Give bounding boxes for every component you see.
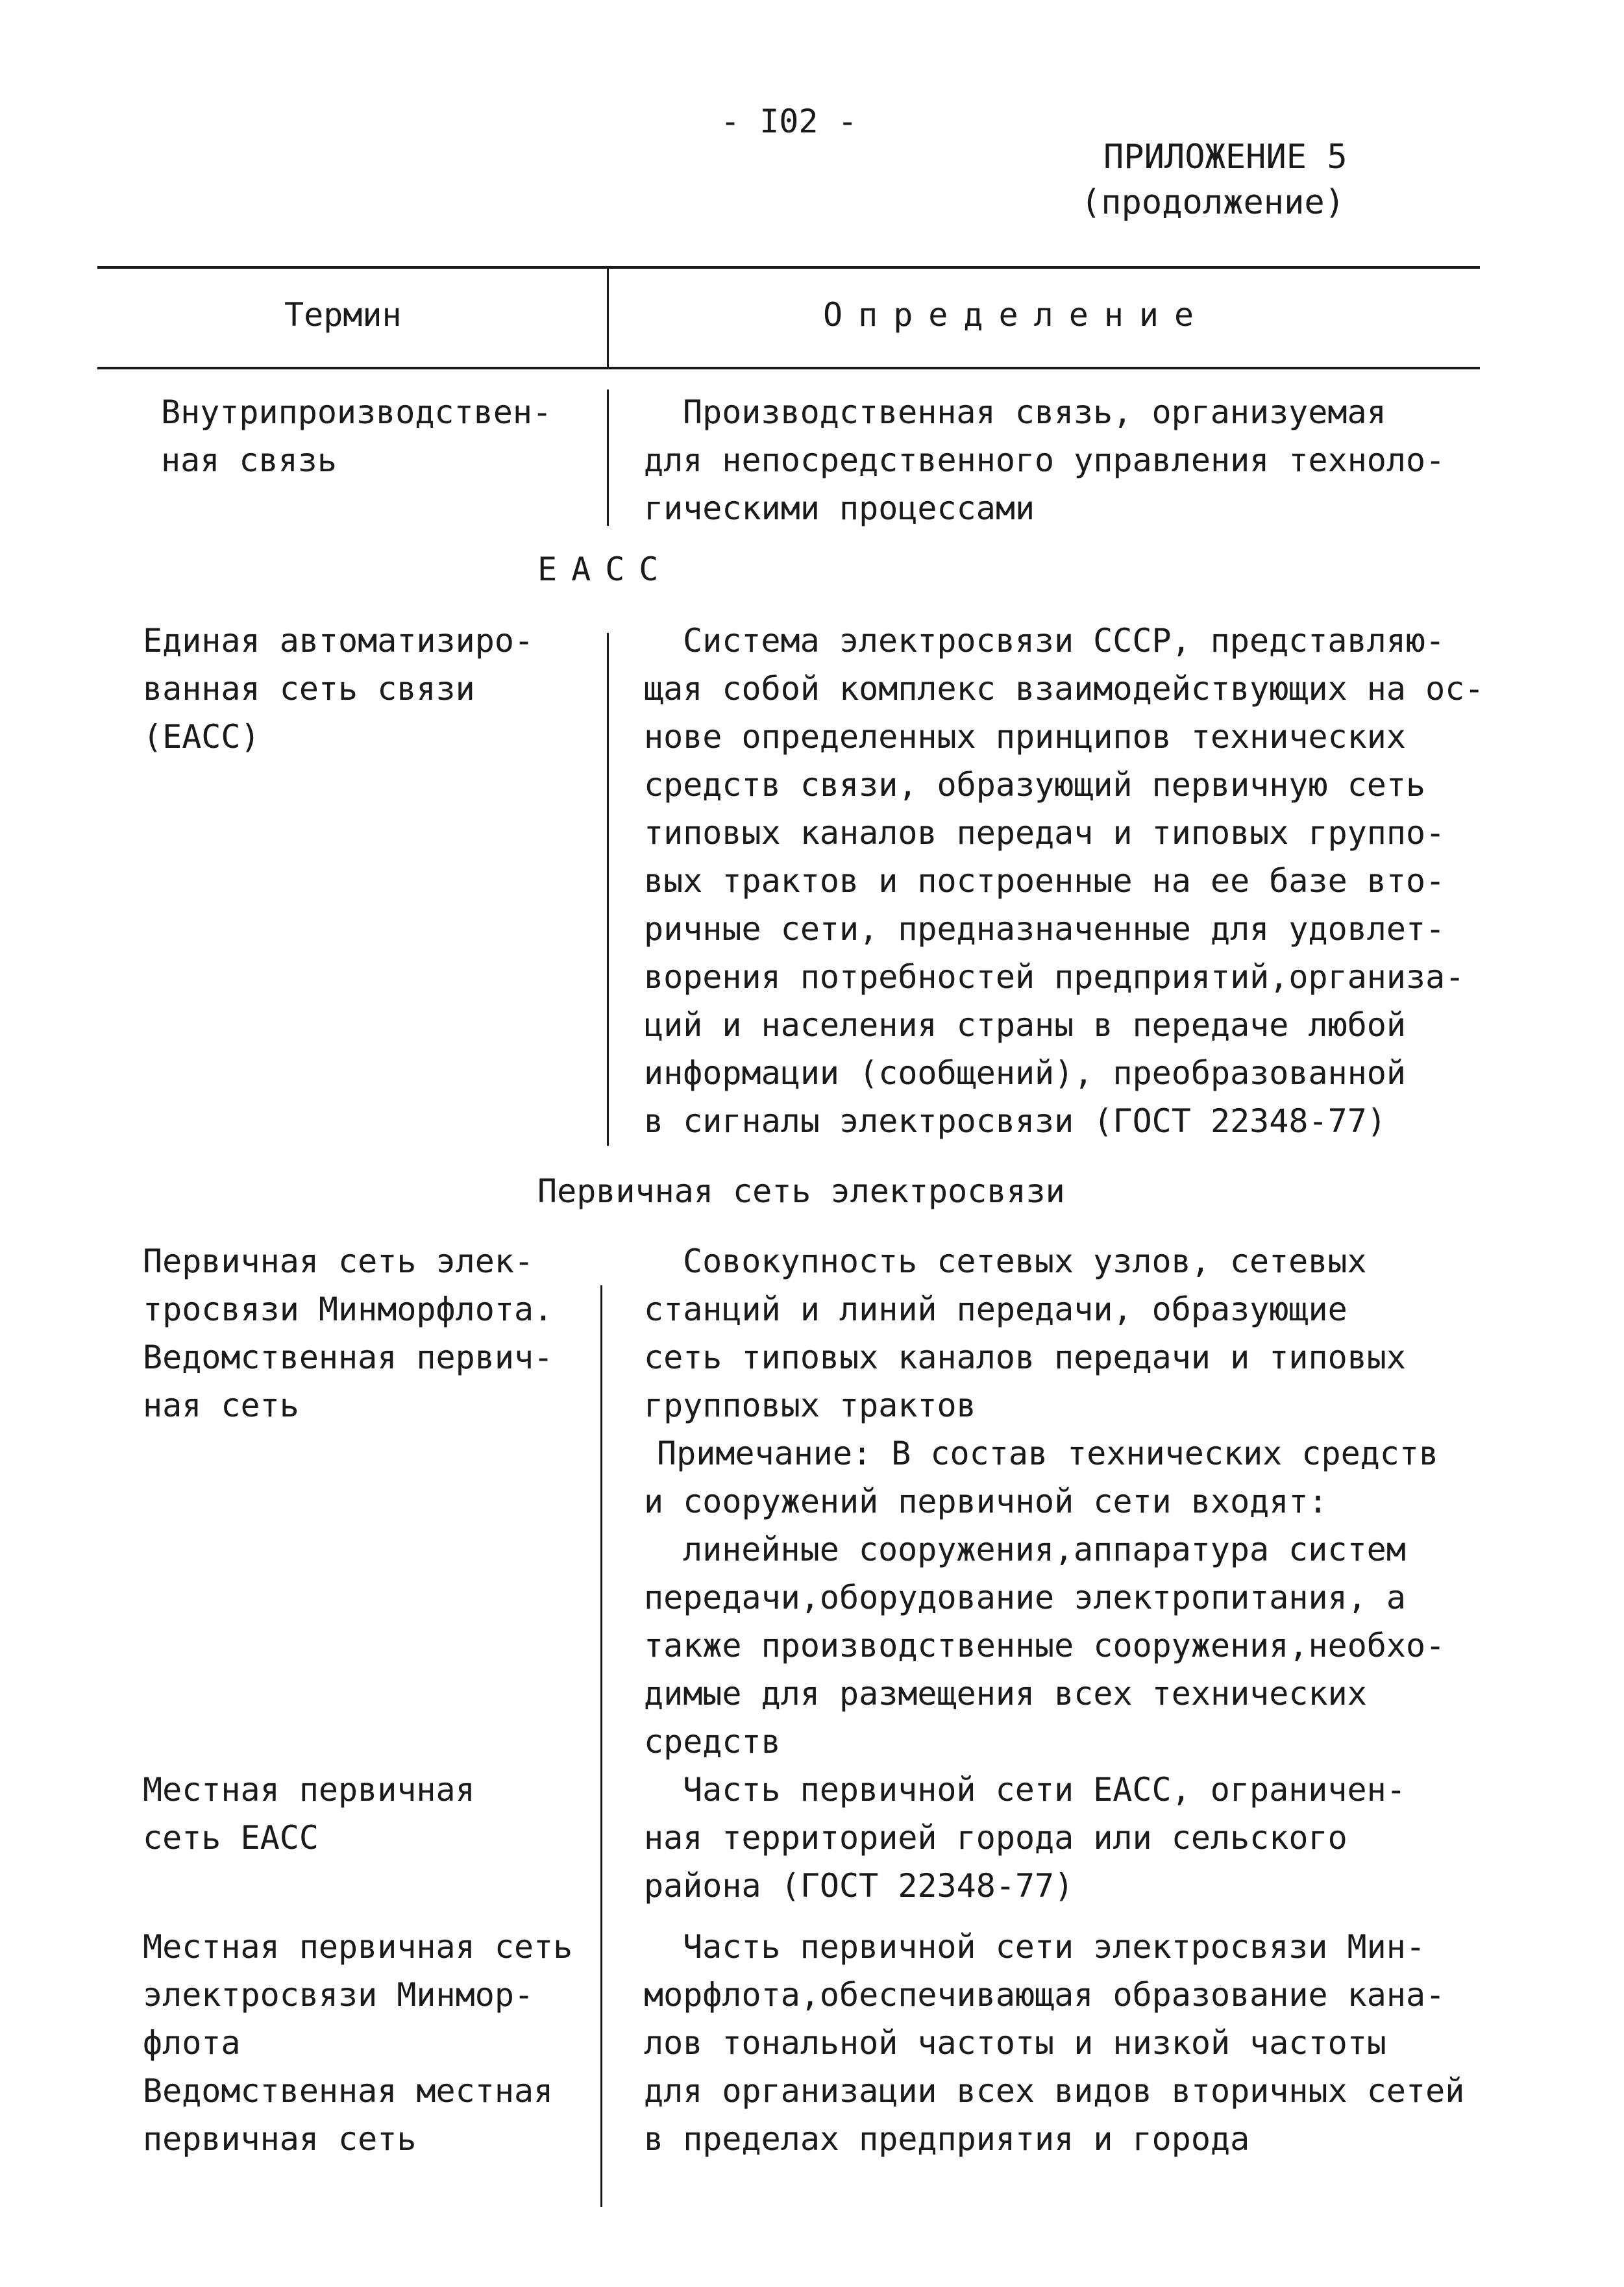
definition-intra-production-link: Производственная связь, организуемая для непосредственного управления техноло- гическими процессами: [644, 393, 1446, 527]
section-heading-primary-network: Первичная сеть электросвязи: [537, 1172, 1065, 1210]
appendix-note: (продолжение): [1081, 183, 1345, 222]
definition-local-primary-network-eass: Часть первичной сети ЕАСС, ограничен- ная территорией города или сельского района (ГОСТ 22348-77): [644, 1771, 1406, 1905]
definition-local-primary-network-mmf: Часть первичной сети электросвязи Мин- морфлота,обеспечивающая образование кана- лов тональной частоты и низкой частоты для организации всех видов вторичных сетей в пределах предприятия и города: [644, 1928, 1465, 2158]
column-header-term: Термин: [284, 296, 402, 334]
section-heading-eass: ЕАСС: [537, 550, 673, 588]
term-local-primary-network-eass: Местная первичная сеть ЕАСС: [143, 1771, 475, 1857]
header-column-divider: [607, 266, 609, 367]
definition-primary-network-mmf: Совокупность сетевых узлов, сетевых станций и линий передачи, образующие сеть типовых каналов передачи и типовых групповых трактов Примечание: В состав технических средств и сооружений первичной сети входят: линейные сооружения,аппаратура систем передачи,оборудование электропитания, а также производственные сооружения,необхо- димые для размещения всех технических средств: [644, 1242, 1446, 1761]
column-divider: [607, 633, 609, 1146]
term-intra-production-link: Внутрипроизводствен- ная связь: [161, 393, 552, 479]
term-primary-network-mmf: Первичная сеть элек- тросвязи Минморфлота. Ведомственная первич- ная сеть: [143, 1242, 554, 1424]
term-local-primary-network-mmf: Местная первичная сеть электросвязи Минмор- флота Ведомственная местная первичная сеть: [143, 1928, 573, 2158]
definition-eass: Система электросвязи СССР, представляю- щая собой комплекс взаимодействующих на ос- нове определенных принципов технических средств связи, образующий первичную сеть типовых каналов передач и типовых группо- вых трактов и построенные на ее базе вто- ричные сети, предназначенные для удовлет- ворения потребностей предприятий,организа- ций и населения страны в передаче любой информации (сообщений), преобразованной в сигналы электросвязи (ГОСТ 22348-77): [644, 622, 1484, 1140]
term-eass: Единая автоматизиро- ванная сеть связи (ЕАСС): [143, 622, 534, 756]
header-bottom-rule: [97, 367, 1480, 369]
table-top-rule: [97, 266, 1480, 269]
page-number: - I02 -: [720, 103, 857, 140]
column-header-definition: Определение: [823, 296, 1210, 334]
column-divider: [607, 389, 609, 526]
appendix-label: ПРИЛОЖЕНИЕ 5: [1103, 138, 1347, 177]
